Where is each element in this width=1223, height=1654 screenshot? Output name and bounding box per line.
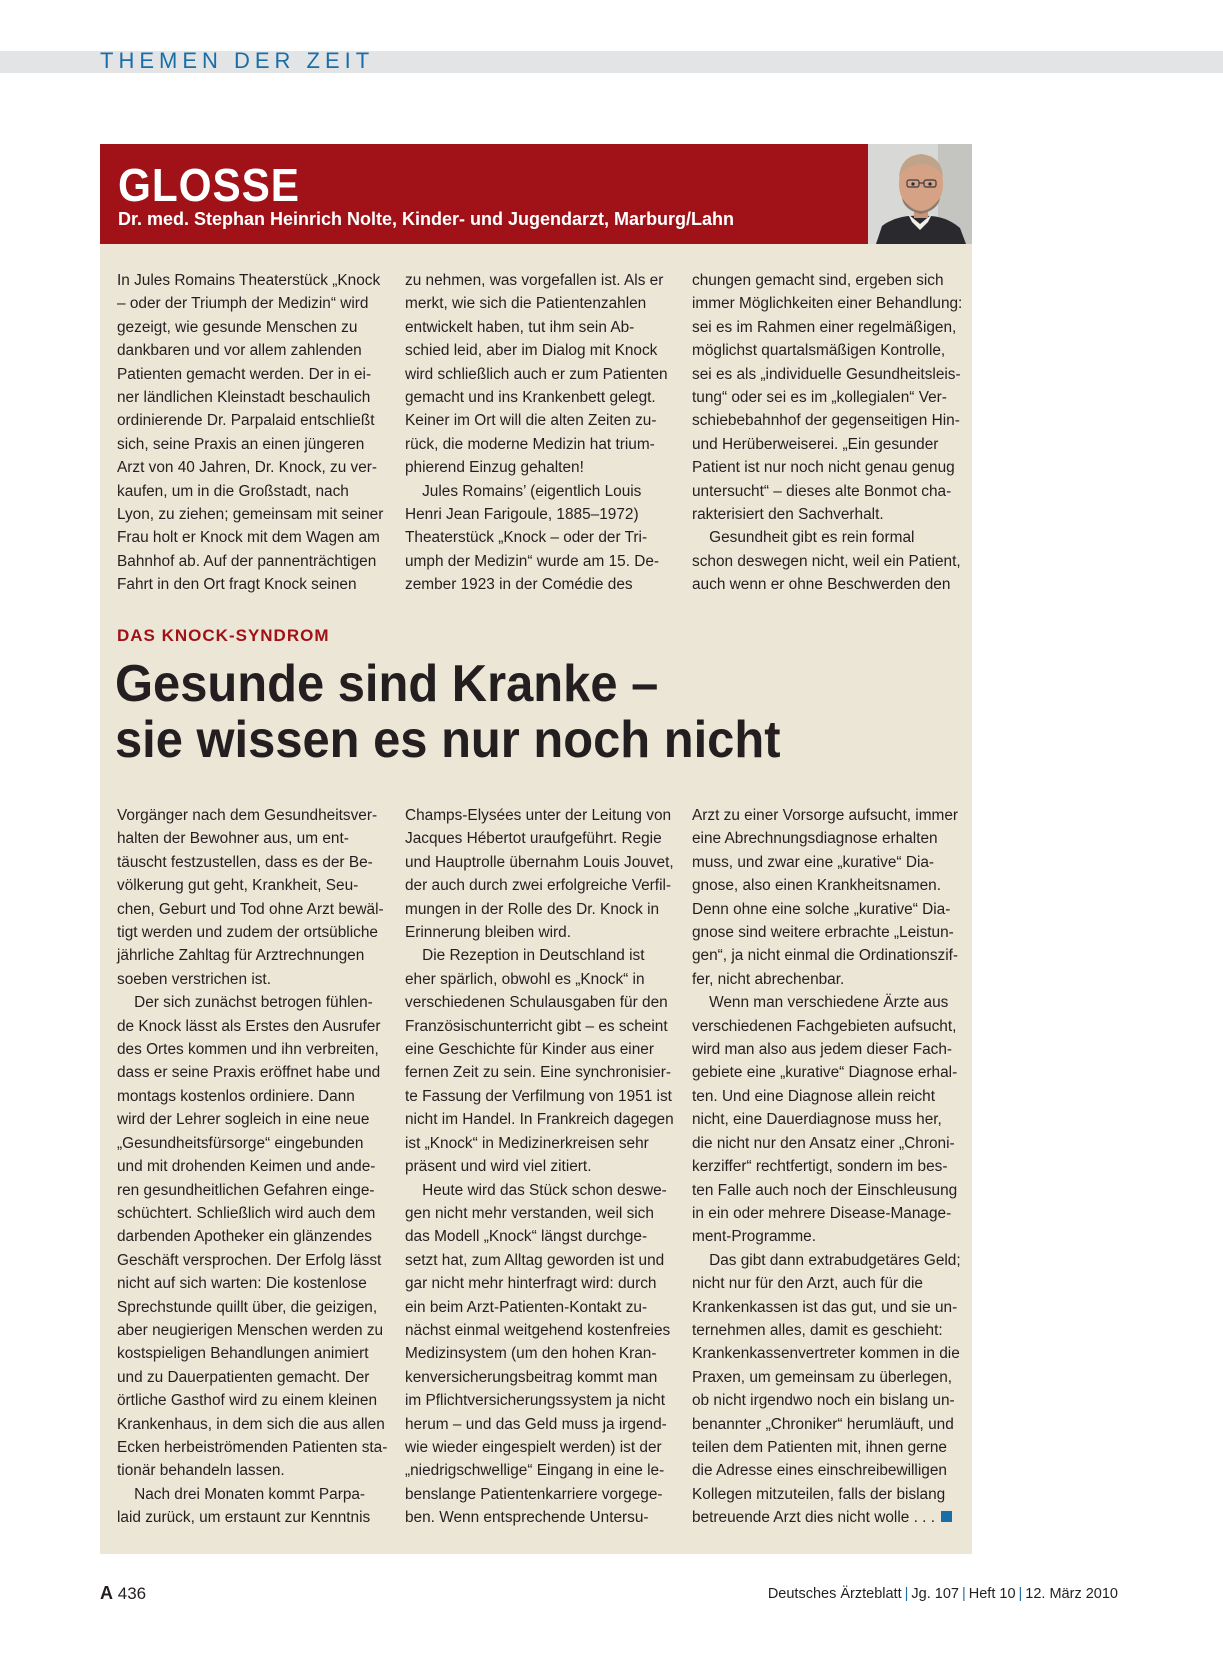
separator-icon: | [904, 1586, 909, 1602]
glosse-title: GLOSSE [118, 159, 300, 211]
page-number-value: 436 [117, 1584, 147, 1603]
article-kicker: DAS KNOCK-SYNDROM [117, 626, 330, 645]
separator-icon: | [961, 1586, 966, 1602]
bottom-column-1: Vorgänger nach dem Gesundheitsver- halten der Bewohner aus, um ent- täuscht festzustellen, dass es der Be- völkerung gut geht, Krankheit, Seu- chen, Geburt und Tod ohne Arzt bewäl- tigt werden und zudem der ortsübliche jährliche Zahltag für Arztrechnungen soeben verstrichen ist. Der sich zunächst betrogen fühlen- de Knock lässt als Erstes den Ausrufer des Ortes kommen und ihn verbreiten, dass er seine Praxis eröffnet habe und montags kostenlos ordiniere. Dann wird der Lehrer sogleich in eine neue „Gesundheitsfürsorge“ eingebunden und mit drohenden Keimen und ande- ren gesundheitlichen Gefahren einge- schüchtert. Schließlich wird auch dem darbenden Apotheker ein glänzendes Geschäft versprochen. Der Erfolg lässt nicht auf sich warten: Die kostenlose Sprechstunde quillt über, die geizigen, aber neugierigen Menschen werden zu kostspieligen Behandlungen animiert und zu Dauerpatienten gemacht. Der örtliche Gasthof wird zu einem kleinen Krankenhaus, in dem sich die aus allen Ecken herbeiströmenden Patienten sta- tionär behandeln lassen. Nach drei Monaten kommt Parpa- laid zurück, um erstaunt zur Kenntnis [117, 807, 388, 1527]
bottom-column-2: Champs-Elysées unter der Leitung von Jacques Hébertot uraufgeführt. Regie und Hauptrolle übernahm Louis Jouvet, der auch durch zwei erfolgreiche Verfil- mungen in der Rolle des Dr. Knock in Erinnerung bleiben wird. Die Rezeption in Deutschland ist eher spärlich, obwohl es „Knock“ in verschiedenen Schulausgaben für den Französischunterricht gibt – es scheint eine Geschichte für Kinder aus einer fernen Zeit zu sein. Eine synchronisier- te Fassung der Verfilmung von 1951 ist nicht im Handel. In Frankreich dagegen ist „Knock“ in Medizinerkreisen sehr präsent und wird viel zitiert. Heute wird das Stück schon deswe- gen nicht mehr verstanden, weil sich das Modell „Knock“ längst durchge- setzt hat, zum Alltag geworden ist und gar nicht mehr hinterfragt wird: durch ein beim Arzt-Patienten-Kontakt zu- nächst einmal weitgehend kostenfreies Medizinsystem (um den hohen Kran- kenversicherungsbeitrag kommt man im Pflichtversicherungssystem ja nicht herum – und das Geld muss ja irgend- wie wieder eingespielt werden) ist der „niedrigschwellige“ Eingang in eine le- benslange Patientenkarriere vorgege- ben. Wenn entsprechende Untersu- [405, 807, 674, 1527]
author-portrait-image [868, 144, 972, 244]
page-number [100, 1582, 146, 1605]
article-card [100, 144, 972, 1554]
glosse-banner [100, 144, 868, 244]
journal-date: 12. März 2010 [1025, 1586, 1118, 1602]
author-portrait [868, 144, 972, 244]
journal-volume: Jg. 107 [911, 1586, 959, 1602]
glosse-author: Dr. med. Stephan Heinrich Nolte, Kinder- und Jugendarzt, Marburg/Lahn [118, 209, 735, 229]
bottom-column-3 [692, 804, 961, 1530]
end-square-icon [941, 1511, 952, 1522]
bottom-column-3-text: Arzt zu einer Vorsorge aufsucht, immer eine Abrechnungsdiagnose erhalten muss, und zwar eine „kurative“ Dia- gnose, also einen Krankheitsnamen. Denn ohne eine solche „kurative“ Dia- gnose sind weitere erbrachte „Leistun- gen“, ja nicht einmal die Ordinationszif- fer, nicht abrechenbar. Wenn man verschiedene Ärzte aus verschiedenen Fachgebieten aufsucht, wird man also aus jedem dieser Fach- gebiete eine „kurative“ Diagnose erhal- ten. Und eine Diagnose allein reicht nicht, eine Dauerdiagnose muss her, die nicht nur den Ansatz einer „Chroni- kerziffer“ rechtfertigt, sondern im bes- ten Falle auch noch der Einschleusung in ein oder mehrere Disease-Manage- ment-Programme. Das gibt dann extrabudgetäres Geld; nicht nur für den Arzt, auch für die Krankenkassen ist das gut, und sie un- ternehmen alles, damit es geschieht: Krankenkassenvertreter kommen in die Praxen, um gemeinsam zu überlegen, ob nicht irgendwo noch ein bislang un- benannter „Chroniker“ herumläuft, und teilen dem Patienten mit, ihnen gerne die Adresse eines einschreibewilligen Kollegen mitzuteilen, falls der bislang betreuende Arzt dies nicht wolle . . . [692, 807, 961, 1527]
top-column-1: In Jules Romains Theaterstück „Knock – oder der Triumph der Medizin“ wird gezeigt, wie gesunde Menschen zu dankbaren und vor allem zahlenden Patienten gemacht werden. Der in ei- ner ländlichen Kleinstadt beschaulich ordinierende Dr. Parpalaid entschließt sich, seine Praxis an einen jüngeren Arzt von 40 Jahren, Dr. Knock, zu ver- kaufen, um in die Großstadt, nach Lyon, zu ziehen; gemeinsam mit seiner Frau holt er Knock mit dem Wagen am Bahnhof ab. Auf der pannenträchtigen Fahrt in den Ort fragt Knock seinen [117, 272, 384, 594]
page-prefix: A [100, 1583, 113, 1603]
article-headline: Gesunde sind Kranke – sie wissen es nur noch nicht [115, 655, 781, 769]
journal-info [768, 1584, 1118, 1604]
top-column-3: chungen gemacht sind, ergeben sich immer Möglichkeiten einer Behandlung: sei es im Rahmen einer regelmäßigen, möglichst quartalsmäßigen Kontrolle, sei es als „individuelle Gesundheitsleis- tung“ oder sei es im „kollegialen“ Ver- schiebebahnhof der gegenseitigen Hin- und Herüberweiserei. „Ein gesunder Patient ist nur noch nicht genau genug untersucht“ – dieses alte Bonmot cha- rakterisiert den Sachverhalt. Gesundheit gibt es rein formal schon deswegen nicht, weil ein Patient, auch wenn er ohne Beschwerden den [692, 272, 963, 594]
journal-issue: Heft 10 [968, 1586, 1016, 1602]
separator-icon: | [1018, 1586, 1023, 1602]
section-label: THEMEN DER ZEIT [100, 48, 375, 73]
journal-name: Deutsches Ärzteblatt [767, 1586, 902, 1602]
top-column-2: zu nehmen, was vorgefallen ist. Als er merkt, wie sich die Patientenzahlen entwickelt haben, tut ihm sein Ab- schied leid, aber im Dialog mit Knock wird schließlich auch er zum Patienten gemacht und ins Krankenbett gelegt. Keiner im Ort will die alten Zeiten zu- rück, die moderne Medizin hat trium- phierend Einzug gehalten! Jules Romains’ (eigentlich Louis Henri Jean Farigoule, 1885–1972) Theaterstück „Knock – oder der Tri- umph der Medizin“ wurde am 15. De- zember 1923 in der Comédie des [405, 272, 668, 594]
